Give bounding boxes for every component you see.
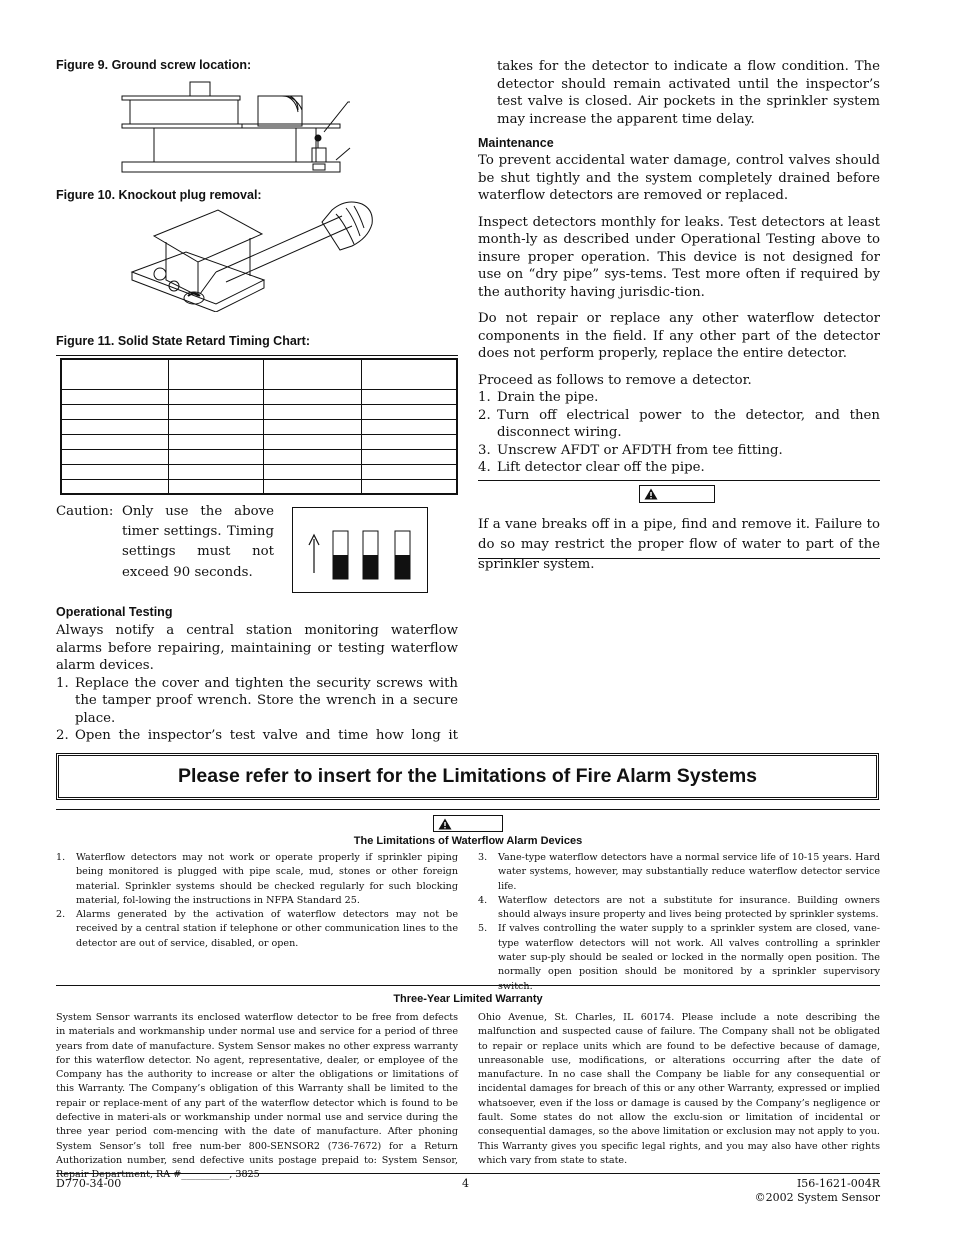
list-item: 1. Drain the pipe. <box>478 390 599 405</box>
list-item: 4. Waterflow detectors are not a substitute for insurance. Building owners should always insure property and lives being protected by sprinkler systems. <box>478 894 880 921</box>
footer-document-number: I56-1621-004R <box>796 1177 880 1190</box>
list-item: 3. Vane-type waterflow detectors have a normal service life of 10-15 years. Hard water systems, however, may substantially reduce waterflow detector service life. <box>478 852 880 892</box>
dip-switch-diagram <box>292 507 428 593</box>
maintenance-heading: Maintenance <box>478 136 554 150</box>
caution-text: Only use the above timer settings. Timing settings must not exceed 90 seconds. <box>122 504 274 580</box>
timing-chart-table <box>60 358 458 495</box>
list-item: 2. Open the inspector’s test valve and time how long it <box>56 728 458 743</box>
maintenance-paragraph: Do not repair or replace any other waterflow detector components in the field. If any other part of the detector does not perform properly, replace the entire detector. <box>478 311 880 361</box>
warning-triangle-icon <box>644 488 658 500</box>
maintenance-paragraph: Proceed as follows to remove a detector. <box>478 372 752 388</box>
operational-testing-steps <box>56 675 458 745</box>
figure-10-title: Figure 10. Knockout plug removal: <box>56 188 262 202</box>
figure-11-title: Figure 11. Solid State Retard Timing Chart: <box>56 334 310 348</box>
footer-doc-code: D770-34-00 <box>56 1177 122 1190</box>
warranty-heading: Three-Year Limited Warranty <box>393 993 543 1005</box>
vane-warning-text: If a vane breaks off in a pipe, find and remove it. Failure to do so may restrict the proper flow of water to part of the sprinkler system. <box>478 517 880 572</box>
ground-screw-diagram <box>118 78 358 178</box>
limitations-list-left <box>56 851 458 951</box>
operational-testing-intro: Always notify a central station monitoring waterflow alarms before repairing, maintaining or testing waterflow alarm devices. <box>56 623 458 673</box>
maintenance-paragraph: Inspect detectors monthly for leaks. Test detectors at least month-ly as described under Operational Testing above to insure proper operation. This device is not designed for use on “dry pipe” sys-tems. Test more often if required by the authority having jurisdic-tion. <box>478 214 880 300</box>
list-item: 1. Replace the cover and tighten the security screws with the tamper proof wrench. Store the wrench in a secure place. <box>56 675 458 726</box>
caution-label: Caution: <box>56 504 114 519</box>
footer-copyright: ©2002 System Sensor <box>754 1191 880 1204</box>
list-item-continued: takes for the detector to indicate a flow condition. The detector should remain activated until the inspector’s test valve is closed. Air pockets in the sprinkler system may increase the apparent time delay. <box>497 59 880 127</box>
limitations-heading: The Limitations of Waterflow Alarm Devices <box>353 835 583 847</box>
limitations-banner: Please refer to insert for the Limitations of Fire Alarm Systems <box>56 753 879 800</box>
warranty-text-left: System Sensor warrants its enclosed waterflow detector to be free from defects in materials and workmanship under normal use and service for a period of three years from date of manufacture. System Sensor makes no other express warranty for this waterflow detector. No agent, representative, dealer, or employee of the Company has the authority to increase or alter the obligations or limitations of this Warranty. The Company’s obligation of this Warranty shall be limited to the repair or replace-ment of any part of the waterflow detector which is found to be defective in materi-als or workmanship under normal use and service during the three year period com-mencing with the date of manufacture. After phoning System Sensor’s toll free num-ber 800-SENSOR2 (736-7672) for a Return Authorization number, send defective units postage prepaid to: System Sensor, Repair Department, RA #__________, 3825 <box>56 1012 458 1181</box>
maintenance-paragraph: To prevent accidental water damage, control valves should be shut tightly and the system completely drained before waterflow detectors are removed or replaced. <box>478 153 880 203</box>
warranty-text-right: Ohio Avenue, St. Charles, IL 60174. Please include a note describing the malfunction and suspected cause of failure. The Company shall not be obligated to repair or replace units which are found to be defective because of damage, unreasonable use, modifications, or alterations occurring after the date of manufacture. In no case shall the Company be liable for any consequential or incidental damages for breach of this or any other Warranty, expressed or implied whatsoever, even if the loss or damage is caused by the Company’s negligence or fault. Some states do not allow the exclu-sion or limitation of incidental or consequential damages, so the above limitation or exclusion may not apply to you. This Warranty gives you specific legal rights, and you may also have other rights which vary from state to state. <box>478 1012 880 1166</box>
page-number: 4 <box>462 1177 469 1190</box>
knockout-plug-diagram <box>126 200 386 312</box>
list-item: 1. Waterflow detectors may not work or operate properly if sprinkler piping being monitored is plugged with pipe scale, mud, stones or other foreign material. Sprinkler systems should be checked regularly for such blocking material, fol-lowing the instructions in NFPA Standard 25. <box>56 852 458 906</box>
warning-label-box <box>639 485 715 503</box>
removal-steps <box>478 389 880 477</box>
warning-label-box <box>433 815 503 832</box>
limitations-list-right <box>478 851 880 994</box>
list-item: 4. Lift detector clear off the pipe. <box>478 460 705 475</box>
list-item: 2. Turn off electrical power to the detector, and then disconnect wiring. <box>478 407 880 440</box>
list-item: 2. Alarms generated by the activation of waterflow detectors may not be received by a central station if telephone or other communication lines to the detector are out of service, disabled, or open. <box>56 909 458 949</box>
operational-testing-heading: Operational Testing <box>56 605 173 619</box>
list-item: 3. Unscrew AFDT or AFDTH from tee fitting. <box>478 442 783 458</box>
warning-triangle-icon <box>438 818 452 830</box>
list-item: 5. If valves controlling the water supply to a sprinkler system are closed, vane-type waterflow detectors will not work. All valves controlling a sprinkler water sup-ply should be sealed or locked in the normally open position. The normally open position should be monitored by a sprinkler supervisory switch. <box>478 923 880 992</box>
figure-9-title: Figure 9. Ground screw location: <box>56 58 252 72</box>
